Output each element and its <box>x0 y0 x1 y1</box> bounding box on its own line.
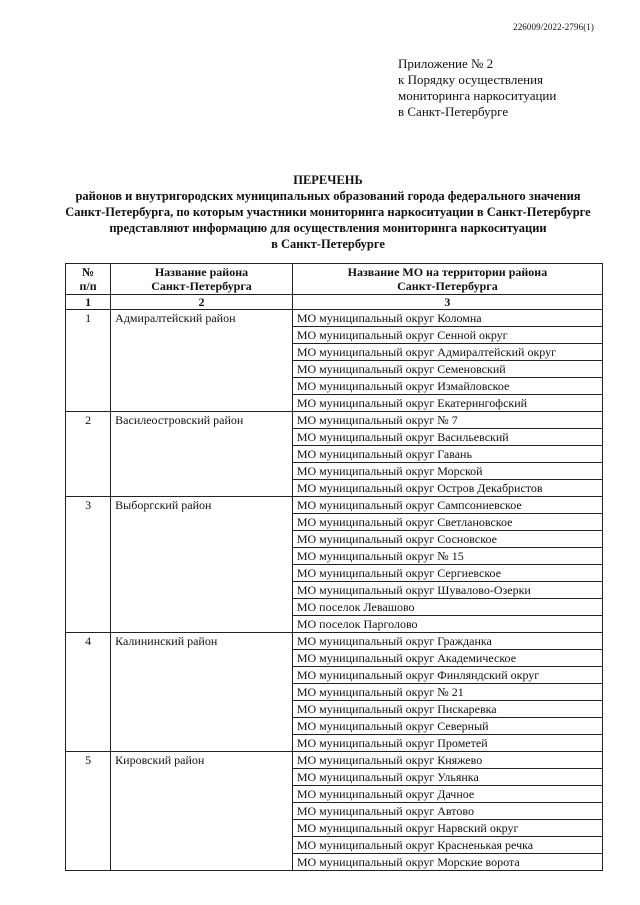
municipality-name: МО муниципальный округ Гражданка <box>292 633 602 650</box>
title-line: ПЕРЕЧЕНЬ <box>293 173 363 187</box>
appendix-note <box>398 56 556 120</box>
appendix-line: в Санкт-Петербурге <box>398 104 509 119</box>
municipality-name: МО муниципальный округ Финляндский округ <box>292 667 602 684</box>
district-name: Калининский район <box>111 633 293 752</box>
municipality-name: МО муниципальный округ Остров Декабристов <box>292 480 602 497</box>
column-number: 3 <box>292 295 602 310</box>
row-number: 3 <box>66 497 111 633</box>
table-header-row <box>66 264 603 295</box>
municipality-name: МО муниципальный округ Прометей <box>292 735 602 752</box>
municipality-name: МО муниципальный округ № 15 <box>292 548 602 565</box>
district-name: Кировский район <box>111 752 293 871</box>
municipality-name: МО муниципальный округ Гавань <box>292 446 602 463</box>
row-number: 4 <box>66 633 111 752</box>
municipality-name: МО муниципальный округ Сергиевское <box>292 565 602 582</box>
municipality-name: МО муниципальный округ Измайловское <box>292 378 602 395</box>
municipality-name: МО муниципальный округ Адмиралтейский округ <box>292 344 602 361</box>
municipality-name: МО муниципальный округ Семеновский <box>292 361 602 378</box>
table-row <box>66 752 603 769</box>
district-name: Василеостровский район <box>111 412 293 497</box>
municipality-name: МО муниципальный округ Академическое <box>292 650 602 667</box>
document-title <box>50 172 606 252</box>
title-line: представляют информацию для осуществления мониторинга наркоситуации <box>109 221 547 235</box>
row-number: 5 <box>66 752 111 871</box>
row-number: 1 <box>66 310 111 412</box>
appendix-line: к Порядку осуществления <box>398 72 544 87</box>
municipality-name: МО муниципальный округ № 21 <box>292 684 602 701</box>
title-line: районов и внутригородских муниципальных образований города федерального значения <box>75 189 581 203</box>
municipality-name: МО муниципальный округ Коломна <box>292 310 602 327</box>
header-district: Название района Санкт-Петербурга <box>111 264 293 295</box>
row-number: 2 <box>66 412 111 497</box>
municipality-name: МО муниципальный округ Нарвский округ <box>292 820 602 837</box>
municipality-name: МО муниципальный округ Автово <box>292 803 602 820</box>
municipality-name: МО муниципальный округ Сосновское <box>292 531 602 548</box>
column-number: 2 <box>111 295 293 310</box>
municipality-name: МО муниципальный округ Васильевский <box>292 429 602 446</box>
municipality-name: МО муниципальный округ Пискаревка <box>292 701 602 718</box>
municipality-name: МО поселок Левашово <box>292 599 602 616</box>
municipality-name: МО муниципальный округ Княжево <box>292 752 602 769</box>
municipality-name: МО муниципальный округ Сампсониевское <box>292 497 602 514</box>
header-num: № п/п <box>66 264 111 295</box>
municipality-name: МО муниципальный округ Морские ворота <box>292 854 602 871</box>
municipality-name: МО муниципальный округ Шувалово-Озерки <box>292 582 602 599</box>
district-name: Адмиралтейский район <box>111 310 293 412</box>
municipality-name: МО муниципальный округ Сенной округ <box>292 327 602 344</box>
table-row <box>66 497 603 514</box>
table-row <box>66 633 603 650</box>
municipality-name: МО поселок Парголово <box>292 616 602 633</box>
table-row <box>66 412 603 429</box>
municipality-name: МО муниципальный округ Светлановское <box>292 514 602 531</box>
document-id: 226009/2022-2796(1) <box>513 22 594 32</box>
municipality-name: МО муниципальный округ Красненькая речка <box>292 837 602 854</box>
appendix-line: Приложение № 2 <box>398 56 494 71</box>
municipality-name: МО муниципальный округ Екатерингофский <box>292 395 602 412</box>
header-mo: Название МО на территории района Санкт-Петербурга <box>292 264 602 295</box>
title-line: в Санкт-Петербурге <box>271 237 385 251</box>
municipality-name: МО муниципальный округ Дачное <box>292 786 602 803</box>
municipality-name: МО муниципальный округ Северный <box>292 718 602 735</box>
districts-table <box>65 263 603 871</box>
column-number: 1 <box>66 295 111 310</box>
municipality-name: МО муниципальный округ Морской <box>292 463 602 480</box>
table-body <box>66 310 603 871</box>
title-line: Санкт-Петербурга, по которым участники мониторинга наркоситуации в Санкт-Петербурге <box>65 205 591 219</box>
municipality-name: МО муниципальный округ Ульянка <box>292 769 602 786</box>
table-row <box>66 310 603 327</box>
appendix-line: мониторинга наркоситуации <box>398 88 557 103</box>
district-name: Выборгский район <box>111 497 293 633</box>
column-numbers-row <box>66 295 603 310</box>
municipality-name: МО муниципальный округ № 7 <box>292 412 602 429</box>
